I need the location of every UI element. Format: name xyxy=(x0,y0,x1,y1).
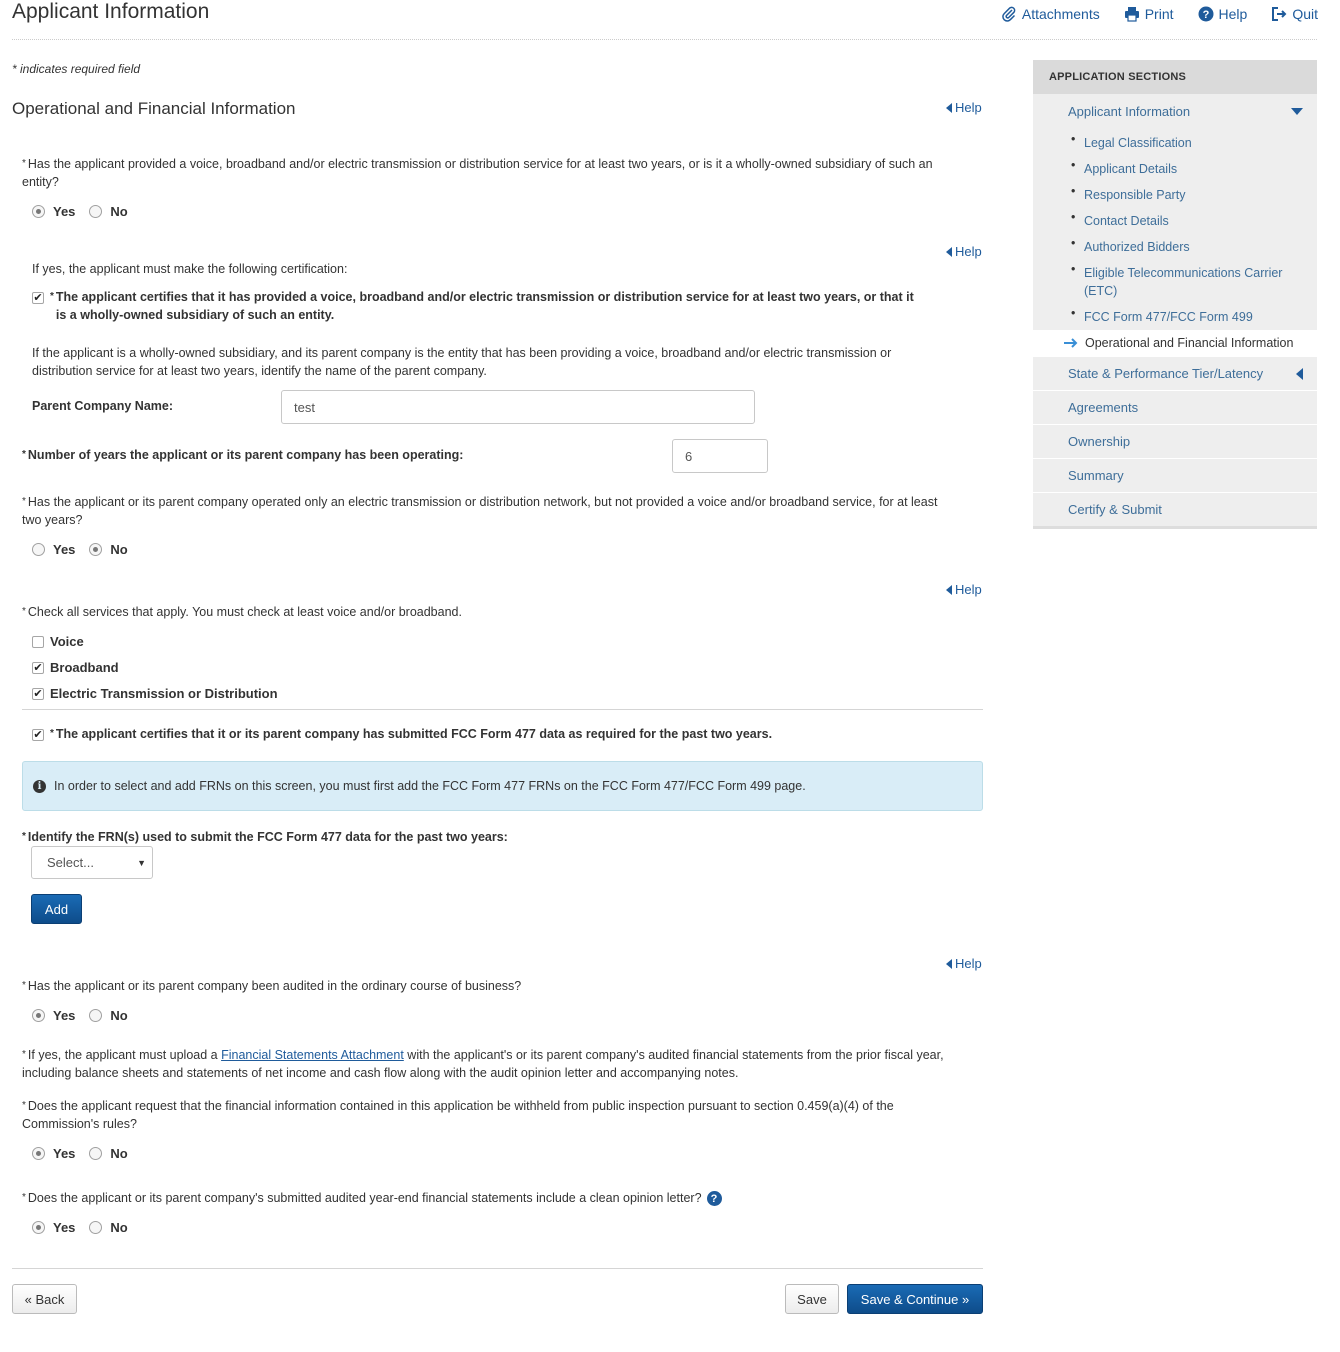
sidebar-item-certify-submit[interactable] xyxy=(1033,492,1317,526)
save-and-continue-button[interactable]: Save & Continue » xyxy=(847,1284,983,1314)
question-service-two-years xyxy=(22,155,962,191)
years-operating-label xyxy=(22,446,463,464)
sidebar-subitem-fcc-form-477-499[interactable]: • FCC Form 477/FCC Form 499 xyxy=(1033,304,1317,330)
help-label: Help xyxy=(955,244,982,259)
parent-company-label: Parent Company Name: xyxy=(32,399,174,413)
print-label: Print xyxy=(1144,6,1174,22)
question-circle-icon[interactable]: ? xyxy=(707,1191,722,1206)
required-star: * xyxy=(22,449,26,460)
help-link-audit[interactable] xyxy=(946,956,982,971)
frn-select-value: Select... xyxy=(47,855,94,870)
certification-intro: If yes, the applicant must make the following certification: xyxy=(32,262,348,276)
help-link-services[interactable] xyxy=(946,582,982,597)
required-star: * xyxy=(22,980,26,991)
q5-no-radio[interactable] xyxy=(89,1221,102,1234)
q5-radio-group xyxy=(32,1220,142,1235)
quit-label: Quit xyxy=(1292,6,1318,22)
save-button[interactable]: Save xyxy=(785,1284,839,1314)
application-sections-sidebar xyxy=(1033,60,1317,529)
q3-radio-group xyxy=(32,1008,142,1023)
quit-link[interactable] xyxy=(1271,6,1318,22)
sidebar-subitem-authorized-bidders[interactable]: • Authorized Bidders xyxy=(1033,234,1317,260)
electric-label[interactable]: Electric Transmission or Distribution xyxy=(50,686,278,701)
print-link[interactable] xyxy=(1124,6,1174,22)
arrow-right-icon xyxy=(1063,337,1079,349)
years-operating-input[interactable] xyxy=(672,439,768,473)
sidebar-subitem-contact-details[interactable]: • Contact Details xyxy=(1033,208,1317,234)
sidebar-item-label: Certify & Submit xyxy=(1068,502,1162,517)
q2-yes-radio[interactable] xyxy=(32,543,45,556)
q1-yes-radio[interactable] xyxy=(32,205,45,218)
caret-left-icon xyxy=(946,959,952,969)
sidebar-subitem-label: Operational and Financial Information xyxy=(1085,336,1294,350)
frn-label xyxy=(22,828,508,846)
sidebar-item-label: Summary xyxy=(1068,468,1124,483)
years-operating-text: Number of years the applicant or its parent company has been operating: xyxy=(27,448,464,462)
q3-yes-label[interactable]: Yes xyxy=(53,1008,76,1023)
q4-yes-label[interactable]: Yes xyxy=(53,1146,76,1161)
sidebar-item-label: State & Performance Tier/Latency xyxy=(1068,366,1264,381)
question-audited xyxy=(22,977,521,995)
q3-no-label[interactable]: No xyxy=(110,1008,128,1023)
required-star: * xyxy=(22,1192,26,1203)
sidebar-subitem-applicant-details[interactable]: • Applicant Details xyxy=(1033,156,1317,182)
form477-certification-text xyxy=(50,725,772,743)
required-star: * xyxy=(22,1049,26,1060)
frn-info-alert xyxy=(22,761,983,811)
help-link-section[interactable] xyxy=(946,100,982,115)
attachments-label: Attachments xyxy=(1021,6,1100,22)
required-star: * xyxy=(22,1100,26,1111)
help-label: Help xyxy=(955,582,982,597)
certification-1-text xyxy=(50,288,930,324)
required-star: * xyxy=(22,606,26,617)
parent-company-name-input[interactable] xyxy=(281,390,755,424)
service-voice-row xyxy=(32,634,84,649)
sidebar-item-ownership[interactable] xyxy=(1033,424,1317,458)
sidebar-item-label: Ownership xyxy=(1068,434,1131,449)
q2-no-label[interactable]: No xyxy=(110,542,128,557)
sidebar-subitem-etc[interactable]: • Eligible Telecommunications Carrier (ETC) xyxy=(1033,260,1317,304)
caret-left-icon xyxy=(946,103,952,113)
required-field-note: * indicates required field xyxy=(12,62,141,76)
q4-yes-radio[interactable] xyxy=(32,1147,45,1160)
services-question xyxy=(22,603,462,621)
question-text: Has the applicant provided a voice, broadband and/or electric transmission or distribution service for at least two years, or is it a wholly-owned subsidiary of such an entity? xyxy=(22,157,933,189)
paperclip-icon xyxy=(1001,6,1017,22)
q4-no-label[interactable]: No xyxy=(110,1146,128,1161)
q4-radio-group xyxy=(32,1146,142,1161)
sidebar-heading: APPLICATION SECTIONS xyxy=(1033,60,1317,94)
electric-checkbox[interactable]: ✔ xyxy=(33,687,43,700)
upload-text-after: with the applicant's or its parent company's audited financial statements from the prior fiscal year, including balance sheets and statements of net income and cash flow along with the audit opinion letter and accompanying notes. xyxy=(22,1048,944,1080)
question-text: Does the applicant request that the financial information contained in this application be withheld from public inspection pursuant to section 0.459(a)(4) of the Commission's rules? xyxy=(22,1099,894,1131)
q3-yes-radio[interactable] xyxy=(32,1009,45,1022)
sidebar-item-agreements[interactable] xyxy=(1033,390,1317,424)
attachments-link[interactable] xyxy=(1001,6,1100,22)
question-clean-opinion xyxy=(22,1189,722,1207)
q1-no-radio[interactable] xyxy=(89,205,102,218)
certification-1-label: The applicant certifies that it has provided a voice, broadband and/or electric transmission or distribution service for at least two years, or that it is a wholly-owned subsidiary of such an entity. xyxy=(55,290,914,322)
top-links xyxy=(1001,6,1318,22)
financial-statements-note xyxy=(22,1046,972,1082)
title-divider xyxy=(12,39,1317,40)
sidebar-item-summary[interactable] xyxy=(1033,458,1317,492)
voice-checkbox[interactable] xyxy=(32,636,44,648)
sidebar-subitems xyxy=(1033,128,1317,356)
upload-text-before: If yes, the applicant must upload a xyxy=(27,1048,222,1062)
q4-no-radio[interactable] xyxy=(89,1147,102,1160)
sidebar-item-state-performance[interactable] xyxy=(1033,356,1317,390)
help-label: Help xyxy=(955,100,982,115)
q2-no-radio[interactable] xyxy=(89,543,102,556)
q3-no-radio[interactable] xyxy=(89,1009,102,1022)
required-star: * xyxy=(22,496,26,507)
svg-text:?: ? xyxy=(1202,9,1209,21)
question-electric-only xyxy=(22,493,952,529)
certification-1-checkbox[interactable]: ✔ xyxy=(33,292,43,304)
q5-no-label[interactable]: No xyxy=(110,1220,128,1235)
question-text: Has the applicant or its parent company operated only an electric transmission or distribution network, but not provided a voice and/or broadband service, for at least two years? xyxy=(22,495,938,527)
caret-left-icon xyxy=(946,247,952,257)
caret-left-icon xyxy=(946,585,952,595)
page-title: Applicant Information xyxy=(12,0,210,23)
q5-yes-radio[interactable] xyxy=(32,1221,45,1234)
q2-radio-group xyxy=(32,542,142,557)
question-withhold-financial xyxy=(22,1097,952,1133)
section-title: Operational and Financial Information xyxy=(12,99,296,118)
help-link-top[interactable] xyxy=(1198,6,1248,22)
q1-no-label[interactable]: No xyxy=(110,204,128,219)
broadband-label[interactable]: Broadband xyxy=(50,660,119,675)
service-broadband-row xyxy=(32,660,119,675)
financial-statements-attachment-link[interactable]: Financial Statements Attachment xyxy=(221,1048,404,1062)
parent-company-note: If the applicant is a wholly-owned subsidiary, and its parent company is the entity that has been providing a voice, broadband and/or electric transmission or distribution service for at least two years, identify the name of the parent company. xyxy=(32,346,892,378)
question-text: Does the applicant or its parent company's submitted audited year-end financial statements include a clean opinion letter? xyxy=(27,1191,702,1205)
required-star: * xyxy=(50,291,54,302)
service-electric-row xyxy=(32,686,278,701)
help-label: Help xyxy=(955,956,982,971)
sidebar-item-label: Agreements xyxy=(1068,400,1139,415)
required-star: * xyxy=(50,728,54,739)
add-frn-button[interactable]: Add xyxy=(31,894,82,924)
required-star: * xyxy=(22,831,26,842)
frn-select[interactable] xyxy=(31,846,153,879)
help-link-certification[interactable] xyxy=(946,244,982,259)
q1-yes-label[interactable]: Yes xyxy=(53,204,76,219)
form477-certification-checkbox[interactable]: ✔ xyxy=(33,729,43,741)
sidebar-subitem-responsible-party[interactable]: • Responsible Party xyxy=(1033,182,1317,208)
footer-divider xyxy=(12,1268,983,1269)
q5-yes-label[interactable]: Yes xyxy=(53,1220,76,1235)
question-circle-icon xyxy=(1198,6,1214,22)
info-circle-icon: i xyxy=(33,780,46,793)
form477-certification-label: The applicant certifies that it or its parent company has submitted FCC Form 477 data as required for the past two years. xyxy=(55,727,773,741)
frn-label-text: Identify the FRN(s) used to submit the FCC Form 477 data for the past two years: xyxy=(27,830,508,844)
sidebar-item-applicant-information[interactable] xyxy=(1033,94,1317,128)
help-label-top: Help xyxy=(1218,6,1248,22)
back-button[interactable]: « Back xyxy=(12,1284,77,1314)
printer-icon xyxy=(1124,6,1140,22)
q2-yes-label[interactable]: Yes xyxy=(53,542,76,557)
sidebar-item-label: Applicant Information xyxy=(1068,103,1191,119)
sidebar-subitem-legal-classification[interactable]: • Legal Classification xyxy=(1033,130,1317,156)
dropdown-arrow-icon: ▼ xyxy=(137,857,146,868)
divider xyxy=(22,709,983,710)
sign-out-icon xyxy=(1271,6,1287,22)
chevron-down-icon xyxy=(1291,108,1303,115)
question-text: Check all services that apply. You must check at least voice and/or broadband. xyxy=(27,605,462,619)
chevron-left-icon xyxy=(1296,368,1303,380)
broadband-checkbox[interactable]: ✔ xyxy=(33,661,43,674)
required-star: * xyxy=(22,158,26,169)
sidebar-subitem-operational-financial[interactable] xyxy=(1033,330,1317,356)
q1-radio-group xyxy=(32,204,142,219)
question-text: Has the applicant or its parent company been audited in the ordinary course of business? xyxy=(27,979,522,993)
info-text: In order to select and add FRNs on this screen, you must first add the FCC Form 477 FRNs on the FCC Form 477/FCC Form 499 page. xyxy=(54,779,806,793)
voice-label[interactable]: Voice xyxy=(50,634,84,649)
